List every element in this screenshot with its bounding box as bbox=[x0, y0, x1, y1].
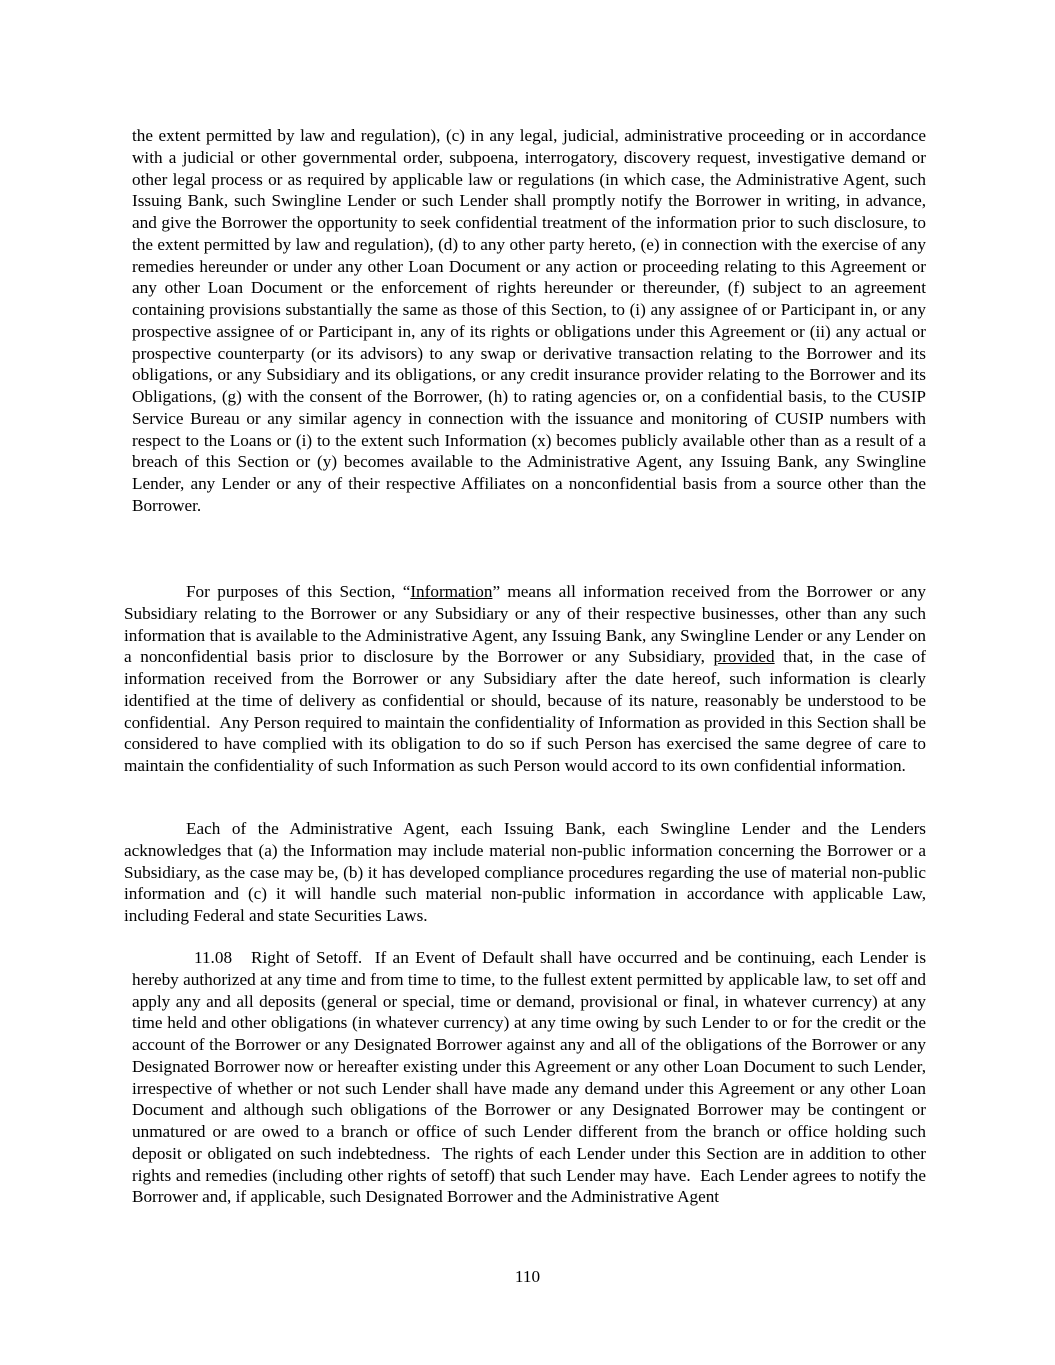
page-number: 110 bbox=[514, 1267, 541, 1286]
information-definition-paragraph bbox=[124, 581, 926, 777]
confidentiality-continued-paragraph: the extent permitted by law and regulation), (c) in any legal, judicial, administrative proceeding or in accordance with a judicial or other governmental order, subpoena, interrogatory, discovery request, investigative demand or other legal process or as required by applicable law or regulations (in which case, the Administrative Agent, such Issuing Bank, such Swingline Lender or such Lender shall promptly notify the Borrower in writing, in advance, and give the Borrower the opportunity to seek confidential treatment of the information prior to such disclosure, to the extent permitted by law and regulation), (d) to any other party hereto, (e) in connection with the exercise of any remedies hereunder or under any other Loan Document or any action or proceeding relating to this Agreement or any other Loan Document or the enforcement of rights hereunder or thereunder, (f) subject to an agreement containing provisions substantially the same as those of this Section, to (i) any assignee of or Participant in, or any prospective assignee of or Participant in, any of its rights or obligations under this Agreement or (ii) any actual or prospective counterparty (or its advisors) to any swap or derivative transaction relating to the Borrower and its obligations, or any Subsidiary and its obligations, or any credit insurance provider relating to the Borrower and its Obligations, (g) with the consent of the Borrower, (h) to rating agencies or, on a confidential basis, to the CUSIP Service Bureau or any similar agency in connection with the issuance and monitoring of CUSIP numbers with respect to the Loans or (i) to the extent such Information (x) becomes publicly available other than as a result of a breach of this Section or (y) becomes available to the Administrative Agent, any Issuing Bank, any Swingline Lender, any Lender or any of their respective Affiliates on a nonconfidential basis from a source other than the Borrower. bbox=[132, 126, 926, 515]
information-defined-term: Information bbox=[410, 582, 493, 601]
section-number: 11.08 bbox=[194, 948, 233, 967]
right-of-setoff-paragraph bbox=[132, 947, 926, 1208]
right-of-setoff-body: If an Event of Default shall have occurred and be continuing, each Lender is hereby authorized at any time and from time to time, to the fullest extent permitted by applicable law, to set off and apply any and all deposits (general or special, time or demand, provisional or final, in whatever currency) at any time held and other obligations (in whatever currency) at any time owing by such Lender to or for the credit or the account of the Borrower or any Designated Borrower against any and all of the obligations of the Borrower or any Designated Borrower now or hereafter existing under this Agreement or any other Loan Document to such Lender, irrespective of whether or not such Lender shall have made any demand under this Agreement or any other Loan Document and although such obligations of the Borrower or any Designated Borrower may be contingent or unmatured or are owed to a branch or office of such Lender different from the branch or office holding such deposit or obligated on such indebtedness. The rights of each Lender under this Section are in addition to other rights and remedies (including other rights of setoff) that such Lender may have. Each Lender agrees to notify the Borrower and, if applicable, such Designated Borrower and the Administrative Agent bbox=[132, 948, 927, 1207]
information-definition-text-1: For purposes of this Section, “ bbox=[186, 582, 411, 601]
acknowledgement-paragraph: Each of the Administrative Agent, each Issuing Bank, each Swingline Lender and the Lenders acknowledges that (a) the Information may include material non-public information concerning the Borrower or a Subsidiary, as the case may be, (b) it has developed compliance procedures regarding the use of material non-public information and (c) it will handle such material non-public information in accordance with applicable Law, including Federal and state Securities Laws. bbox=[124, 819, 926, 925]
section-heading: Right of Setoff. bbox=[251, 948, 363, 967]
provided-term: provided bbox=[713, 647, 775, 667]
information-definition-text-2: ” means all information received from the Borrower or any Subsidiary relating to the Borrower or any Subsidiary or any of their respective businesses, other than any such information that is available to the Administrative Agent, any Issuing Bank, any Swingline Lender or any Lender on a nonconfidential basis prior to disclosure by the Borrower or any Subsidiary, bbox=[124, 582, 926, 667]
information-definition-text-3: that, in the case of information received from the Borrower or any Subsidiary after the date hereof, such information is clearly identified at the time of delivery as confidential or should, because of its nature, reasonably be understood to be confidential. Any Person required to maintain the confidentiality of Information as provided in this Section shall be considered to have complied with its obligation to do so if such Person has exercised the same degree of care to maintain the confidentiality of such Information as such Person would accord to its own confidential information. bbox=[124, 647, 926, 775]
